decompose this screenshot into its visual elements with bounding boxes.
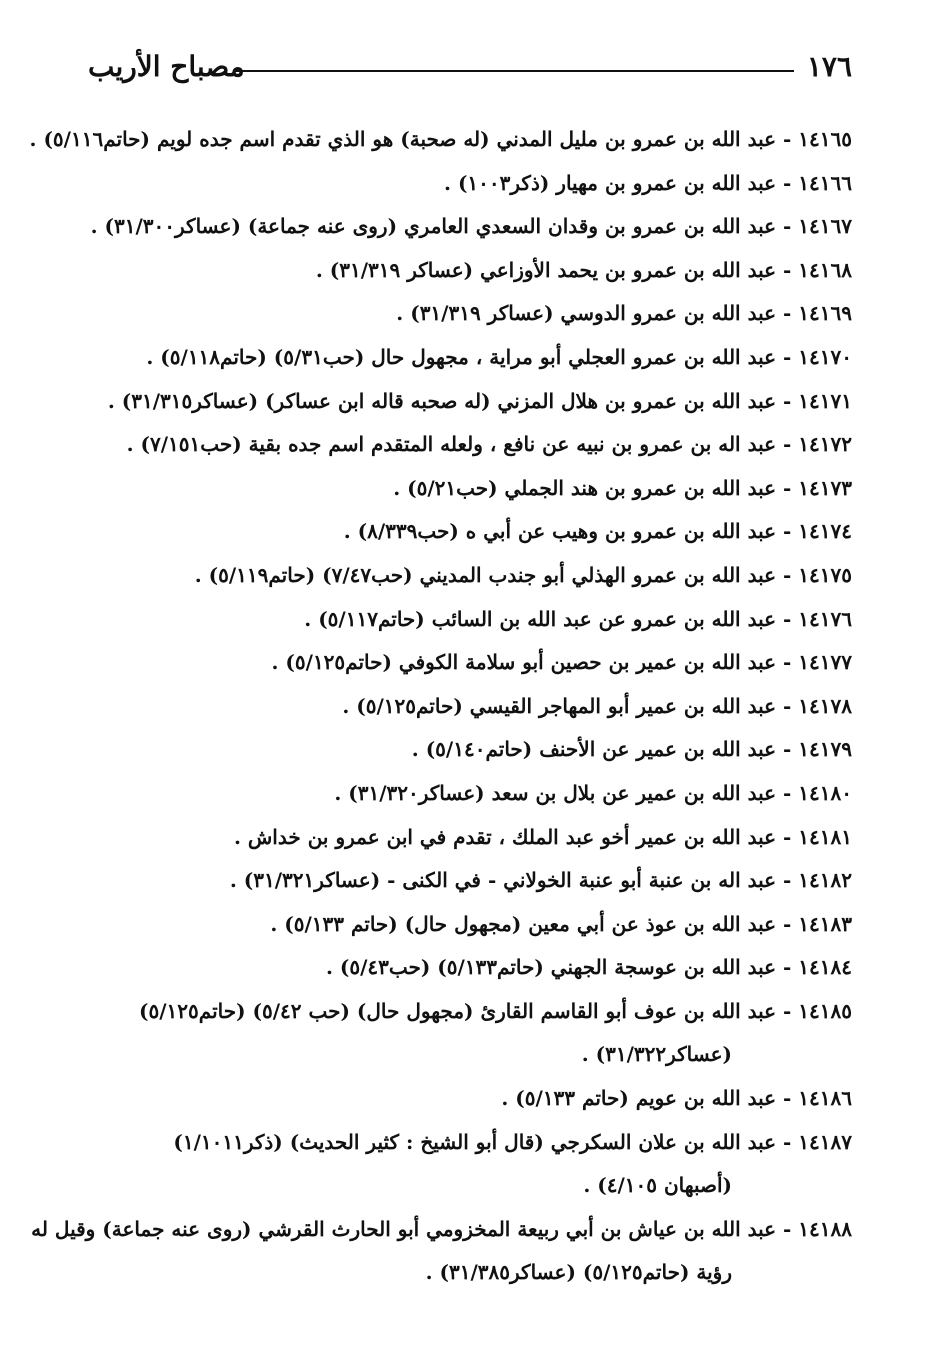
entry-line: ١٤١٨٧ - عبد الله بن علان السكرجي (قال أبو الشيخ : كثير الحديث) (ذكر١/١٠١١) (173, 1129, 852, 1154)
entry-item (31, 1208, 852, 1295)
entry-line: ١٤١٨٦ - عبد الله بن عويم (حاتم ٥/١٣٣) . (501, 1086, 852, 1111)
entry-line: ١٤١٧٥ - عبد الله بن عمرو الهذلي أبو جندب المديني (حب٧/٤٧) (حاتم٥/١١٩) . (194, 562, 852, 587)
entry-item (88, 772, 852, 816)
entry-line: ١٤١٦٦ - عبد الله بن عمرو بن مهيار (ذكر١٠٠٣) . (444, 170, 852, 195)
entry-line: ١٤١٧٨ - عبد الله بن عمير أبو المهاجر القيسي (حاتم٥/١٢٥) . (342, 693, 852, 718)
entry-line: ١٤١٧٩ - عبد الله بن عمير عن الأحنف (حاتم٥/١٤٠) . (411, 737, 852, 762)
entry-line: ١٤١٦٩ - عبد الله بن عمرو الدوسي (عساكر ٣١/٣١٩) . (396, 301, 852, 326)
entry-line: ١٤١٦٧ - عبد الله بن عمرو بن وقدان السعدي العامري (روى عنه جماعة) (عساكر٣١/٣٠٠) . (90, 214, 852, 239)
entry-item (88, 554, 852, 598)
entry-item (88, 423, 852, 467)
page-header (88, 50, 852, 94)
entry-continuation-line: (عساكر٣١/٣٢٢) . (581, 1042, 732, 1067)
entry-line: ١٤١٨١ - عبد الله بن عمير أخو عبد الملك ، تقدم في ابن عمرو بن خداش . (233, 824, 852, 849)
entry-item (88, 598, 852, 642)
entry-line: ١٤١٧٦ - عبد الله بن عمرو عن عبد الله بن السائب (حاتم٥/١١٧) . (304, 606, 852, 631)
entry-line: ١٤١٨٥ - عبد الله بن عوف أبو القاسم القارئ (مجهول حال) (حب ٥/٤٢) (حاتم٥/١٢٥) (139, 998, 852, 1023)
entry-line: ١٤١٧٣ - عبد الله بن عمرو بن هند الجملي (حب٥/٢١) . (393, 475, 852, 500)
entry-item (88, 728, 852, 772)
entry-item (88, 641, 852, 685)
entry-item (88, 205, 852, 249)
entry-item (88, 946, 852, 990)
entry-continuation-line: رؤية (حاتم٥/١٢٥) (عساكر٣١/٣٨٥) . (425, 1260, 732, 1285)
entry-item (29, 118, 852, 162)
entry-item (88, 685, 852, 729)
entry-item (88, 990, 852, 1077)
book-title: مصباح الأريب (88, 50, 245, 83)
entry-item (88, 859, 852, 903)
entry-line: ١٤١٦٥ - عبد الله بن عمرو بن مليل المدني (له صحبة) هو الذي تقدم اسم جده لويم (حاتم٥/١١٦) . (29, 127, 852, 151)
entry-item (88, 816, 852, 860)
page-number: ١٧٦ (806, 50, 852, 83)
entry-line: ١٤١٨٢ - عبد اله بن عنبة أبو عنبة الخولاني - في الكنى - (عساكر٣١/٣٢١) . (229, 868, 852, 893)
entry-line: ١٤١٧٢ - عبد اله بن عمرو بن نبيه عن نافع ، ولعله المتقدم اسم جده بقية (حب٧/١٥١) . (126, 432, 852, 457)
entry-line: ١٤١٧٠ - عبد الله بن عمرو العجلي أبو مراية ، مجهول حال (حب٥/٣١) (حاتم٥/١١٨) . (146, 344, 852, 369)
entry-line: ١٤١٧١ - عبد الله بن عمرو بن هلال المزني (له صحبه قاله ابن عساكر) (عساكر٣١/٣١٥) . (107, 388, 852, 413)
entry-continuation-line: (أصبهان ٤/١٠٥) . (583, 1173, 732, 1198)
entry-item (88, 336, 852, 380)
entry-line: ١٤١٦٨ - عبد الله بن عمرو بن يحمد الأوزاعي (عساكر ٣١/٣١٩) . (315, 257, 852, 282)
entry-line: ١٤١٨٣ - عبد الله بن عوذ عن أبي معين (مجهول حال) (حاتم ٥/١٣٣) . (270, 911, 852, 936)
entry-line: ١٤١٨٤ - عبد الله بن عوسجة الجهني (حاتم٥/١٣٣) (حب٥/٤٣) . (325, 955, 852, 980)
entry-line: ١٤١٨٨ - عبد الله بن عياش بن أبي ربيعة المخزومي أبو الحارث القرشي (روى عنه جماعة) وقيل له (31, 1216, 852, 1241)
entry-item (88, 292, 852, 336)
entry-item (88, 380, 852, 424)
entry-item (88, 249, 852, 293)
entry-line: ١٤١٨٠ - عبد الله بن عمير عن بلال بن سعد (عساكر٣١/٣٢٠) . (334, 780, 852, 805)
entry-item (88, 510, 852, 554)
entry-item (88, 1077, 852, 1121)
header-rule (236, 70, 794, 72)
entry-item (88, 903, 852, 947)
entry-item (88, 1121, 852, 1208)
entry-line: ١٤١٧٤ - عبد الله بن عمرو بن وهيب عن أبي ه (حب٨/٣٣٩) . (343, 519, 852, 544)
entry-item (88, 467, 852, 511)
entries-list (29, 118, 852, 1295)
entry-item (88, 162, 852, 206)
entry-line: ١٤١٧٧ - عبد الله بن عمير بن حصين أبو سلامة الكوفي (حاتم٥/١٢٥) . (271, 650, 852, 675)
